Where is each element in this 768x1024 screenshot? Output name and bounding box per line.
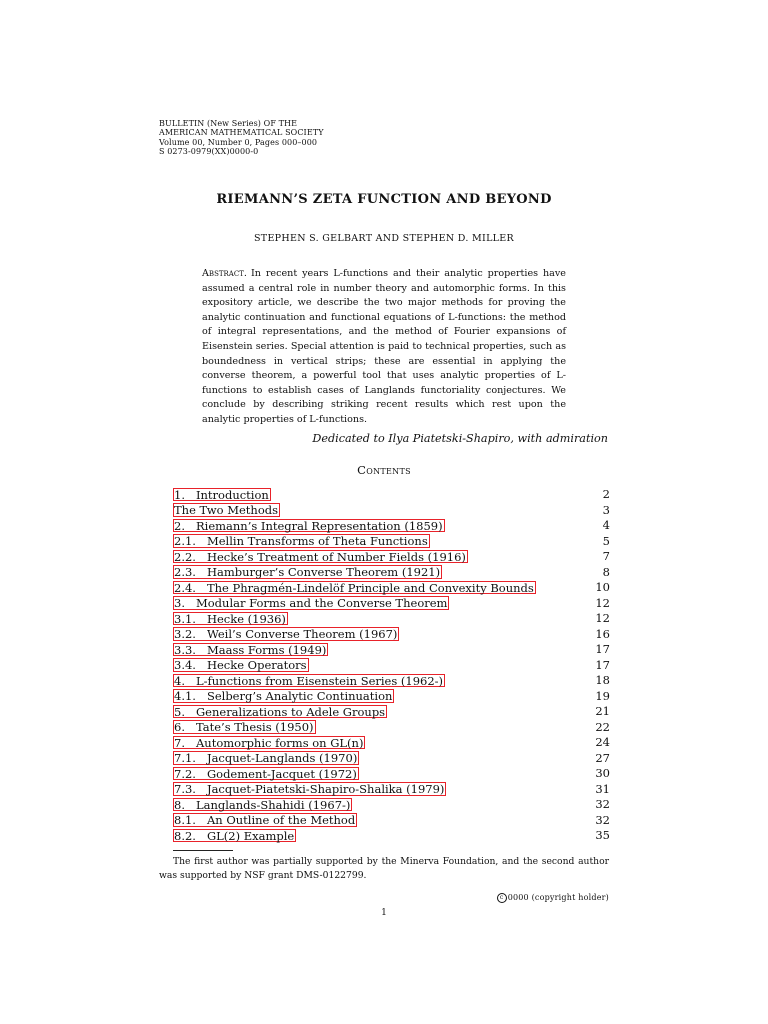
toc-title: Mellin Transforms of Theta Functions	[206, 534, 428, 548]
toc-page: 35	[595, 828, 610, 842]
toc-number: 2.	[174, 518, 185, 533]
toc-page: 8	[602, 564, 610, 579]
toc-page: 4	[602, 518, 610, 532]
toc-link[interactable]	[173, 534, 430, 548]
toc-row	[173, 565, 610, 581]
toc-page: 32	[595, 812, 610, 827]
toc-number: 2.2.	[174, 549, 196, 564]
toc-number: 3.	[174, 596, 185, 610]
page-number: 1	[381, 908, 387, 918]
toc-number: 2.1.	[174, 534, 196, 548]
toc-title: The Phragmén-Lindelöf Principle and Convexity Bounds	[206, 580, 534, 595]
table-of-contents	[173, 487, 610, 844]
toc-link[interactable]	[173, 767, 359, 781]
toc-number: 8.2.	[174, 828, 196, 843]
toc-title: Automorphic forms on GL(n)	[195, 735, 364, 750]
toc-link[interactable]	[173, 658, 309, 672]
toc-row	[173, 782, 610, 798]
toc-number: 3.3.	[174, 642, 196, 657]
toc-link[interactable]	[173, 519, 445, 533]
toc-number: 4.	[174, 673, 185, 688]
toc-page: 12	[595, 611, 610, 625]
toc-row	[173, 549, 610, 565]
toc-page: 31	[595, 781, 610, 796]
toc-row	[173, 828, 610, 844]
toc-title: Tate’s Thesis (1950)	[195, 720, 314, 734]
toc-link[interactable]	[173, 751, 359, 765]
toc-title: Hamburger’s Converse Theorem (1921)	[206, 565, 441, 579]
toc-row	[173, 611, 610, 627]
toc-row	[173, 518, 610, 534]
toc-page: 27	[595, 750, 610, 765]
copyright-icon: c	[497, 893, 507, 903]
toc-row	[173, 627, 610, 643]
toc-page: 17	[595, 642, 610, 656]
toc-number: 1.	[174, 487, 185, 502]
footnote: The first author was partially supported by the Minerva Foundation, and the second author was supported by NSF grant DMS-0122799.	[159, 856, 609, 881]
toc-number: 7.	[174, 735, 185, 750]
toc-page: 7	[602, 549, 610, 563]
toc-link[interactable]	[173, 612, 288, 626]
toc-title: Weil’s Converse Theorem (1967)	[206, 627, 398, 641]
toc-page: 17	[595, 657, 610, 672]
paper-authors: STEPHEN S. GELBART AND STEPHEN D. MILLER	[254, 233, 514, 244]
toc-link[interactable]	[173, 782, 446, 796]
abstract	[202, 267, 566, 428]
toc-number: 6.	[174, 720, 185, 734]
toc-number: 7.2.	[174, 766, 196, 781]
toc-page: 12	[595, 595, 610, 610]
toc-row	[173, 720, 610, 736]
toc-title: Introduction	[195, 487, 269, 502]
toc-number: 7.3.	[174, 782, 196, 796]
toc-number: 2.4.	[174, 580, 196, 595]
toc-link[interactable]	[173, 596, 449, 610]
toc-number: 3.2.	[174, 627, 196, 641]
toc-row	[173, 797, 610, 813]
toc-number: 4.1.	[174, 689, 196, 703]
toc-row	[173, 503, 610, 519]
toc-number: 3.4.	[174, 658, 196, 672]
toc-title: Godement-Jacquet (1972)	[206, 766, 357, 781]
toc-row	[173, 689, 610, 705]
toc-link[interactable]	[173, 813, 357, 827]
toc-title: Selberg’s Analytic Continuation	[206, 689, 393, 703]
toc-title: Hecke’s Treatment of Number Fields (1916)	[206, 549, 466, 564]
toc-page: 5	[602, 533, 610, 548]
toc-title: Jacquet-Piatetski-Shapiro-Shalika (1979)	[206, 782, 445, 796]
toc-link[interactable]	[173, 503, 280, 517]
toc-link[interactable]	[173, 736, 365, 750]
toc-link[interactable]	[173, 643, 328, 657]
toc-row	[173, 580, 610, 596]
toc-page: 24	[595, 735, 610, 749]
toc-page: 30	[595, 766, 610, 780]
toc-link[interactable]	[173, 488, 271, 502]
toc-link[interactable]	[173, 798, 352, 812]
toc-link[interactable]	[173, 720, 316, 734]
toc-title: The Two Methods	[174, 503, 279, 517]
toc-title: Riemann’s Integral Representation (1859)	[195, 518, 443, 533]
toc-title: L-functions from Eisenstein Series (1962-)	[195, 673, 444, 688]
toc-title: GL(2) Example	[206, 828, 295, 843]
toc-row	[173, 766, 610, 782]
footnote-rule	[173, 850, 233, 851]
toc-number: 8.	[174, 797, 185, 812]
header-line: AMERICAN MATHEMATICAL SOCIETY	[159, 128, 324, 138]
toc-link[interactable]	[173, 674, 445, 688]
toc-row	[173, 596, 610, 612]
toc-title: Hecke (1936)	[206, 611, 286, 626]
toc-page: 16	[595, 626, 610, 641]
toc-title: Jacquet-Langlands (1970)	[206, 751, 358, 765]
toc-title: Generalizations to Adele Groups	[195, 704, 386, 719]
toc-page: 3	[602, 502, 610, 517]
header-line: Volume 00, Number 0, Pages 000–000	[159, 137, 318, 147]
toc-title: Langlands-Shahidi (1967-)	[195, 797, 351, 812]
toc-number: 3.1.	[174, 611, 196, 626]
toc-page: 32	[595, 797, 610, 811]
journal-header	[159, 119, 324, 157]
toc-row	[173, 642, 610, 658]
toc-number: 7.1.	[174, 751, 196, 765]
toc-page: 10	[595, 580, 610, 594]
dedication: Dedicated to Ilya Piatetski-Shapiro, with admiration	[312, 432, 608, 445]
toc-link[interactable]	[173, 705, 387, 719]
toc-row	[173, 704, 610, 720]
toc-link[interactable]	[173, 565, 442, 579]
toc-row	[173, 813, 610, 829]
header-line: BULLETIN (New Series) OF THE	[159, 119, 298, 128]
toc-row	[173, 735, 610, 751]
toc-page: 19	[595, 688, 610, 703]
toc-title: Maass Forms (1949)	[206, 642, 327, 657]
toc-page: 2	[602, 487, 610, 501]
toc-title: Modular Forms and the Converse Theorem	[195, 596, 448, 610]
toc-number: 2.3.	[174, 565, 196, 579]
copyright	[497, 893, 609, 903]
toc-number: 8.1.	[174, 813, 196, 827]
toc-link[interactable]	[173, 627, 399, 641]
toc-row	[173, 673, 610, 689]
toc-page: 22	[595, 719, 610, 734]
contents-heading: Contents	[357, 463, 411, 477]
toc-row	[173, 487, 610, 503]
header-line: S 0273-0979(XX)0000-0	[159, 147, 259, 157]
toc-link[interactable]	[173, 689, 394, 703]
toc-row	[173, 534, 610, 550]
toc-page: 21	[595, 704, 610, 718]
toc-page: 18	[595, 673, 610, 687]
toc-link[interactable]	[173, 581, 536, 595]
toc-row	[173, 751, 610, 767]
toc-title: Hecke Operators	[206, 658, 307, 672]
toc-link[interactable]	[173, 550, 468, 564]
paper-title: RIEMANN’S ZETA FUNCTION AND BEYOND	[216, 192, 552, 207]
toc-number: 5.	[174, 704, 185, 719]
abstract-text: In recent years L-functions and their analytic properties have assumed a central role in number theory and automorphic forms. In this expository article, we describe the two major methods for proving the analytic continuation and functional equations of L-functions: the method of integral representations, and the method of Fourier expansions of Eisenstein series. Special attention is paid to technical properties, such as boundedness in vertical strips; these are essential in applying the converse theorem, a powerful tool that uses analytic properties of L-functions to establish cases of Langlands functoriality conjectures. We conclude by describing striking recent results which rest upon the analytic properties of L-functions.	[202, 268, 566, 425]
copyright-text: 0000 (copyright holder)	[507, 893, 609, 902]
toc-title: An Outline of the Method	[206, 813, 356, 827]
toc-row	[173, 658, 610, 674]
abstract-label: Abstract.	[202, 268, 247, 279]
toc-link[interactable]	[173, 829, 296, 843]
